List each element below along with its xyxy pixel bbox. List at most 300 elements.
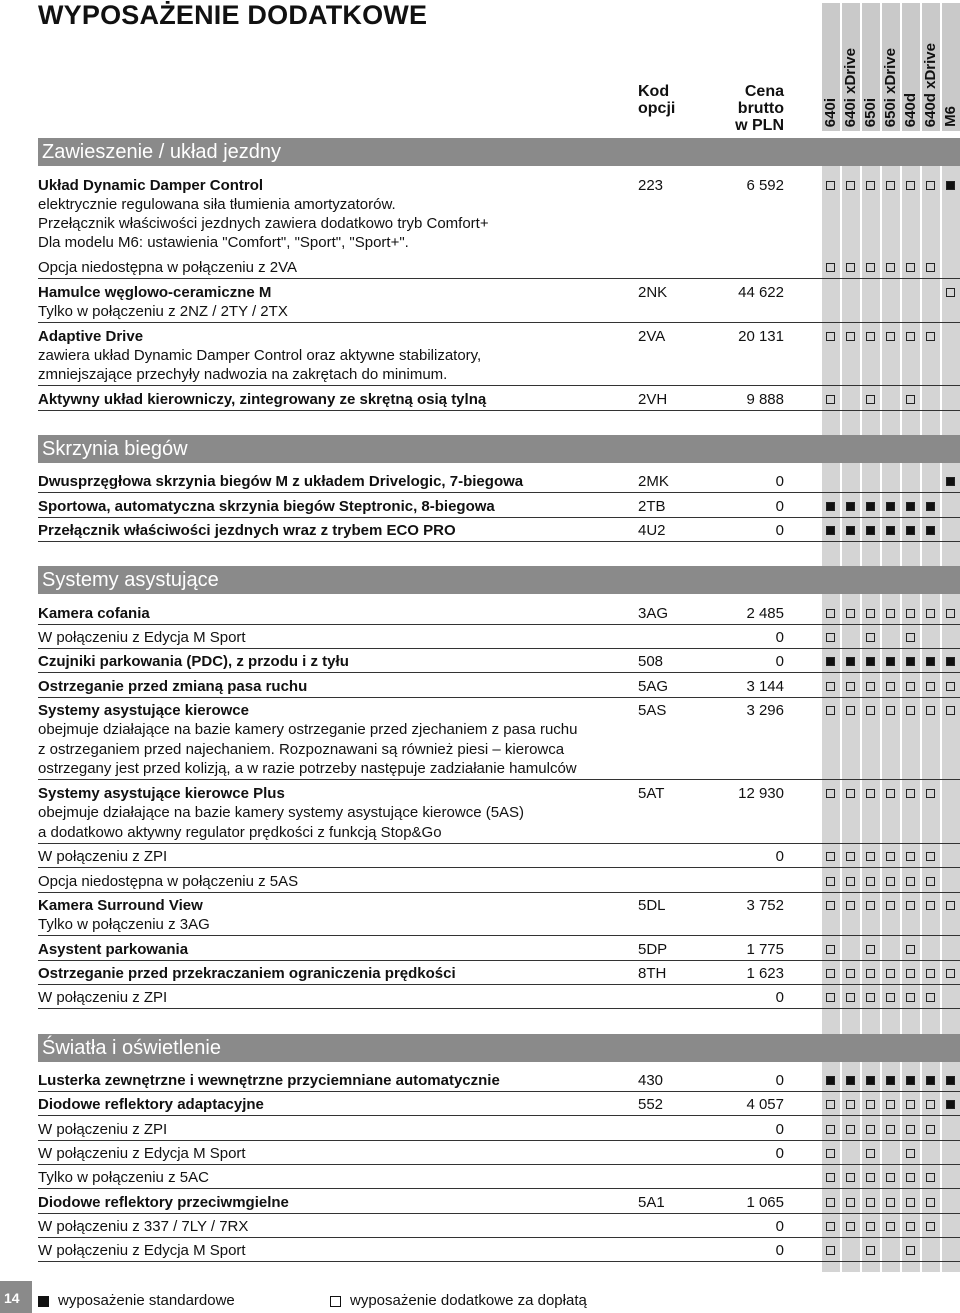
optional-equipment-icon [886, 682, 895, 691]
optional-equipment-icon [866, 945, 875, 954]
option-name: Tylko w połączeniu z 2NZ / 2TY / 2TX [38, 303, 288, 320]
optional-equipment-icon [906, 945, 915, 954]
optional-equipment-icon [866, 609, 875, 618]
model-header-label: 640i [822, 97, 839, 127]
option-code: 5DP [638, 941, 668, 958]
section-suspension: Zawieszenie / układ jezdny [38, 138, 960, 166]
standard-equipment-icon [926, 502, 935, 511]
option-name: Przełącznik właściwości jezdnych wraz z trybem ECO PRO [38, 522, 456, 539]
optional-equipment-icon [886, 1173, 895, 1182]
optional-equipment-icon [926, 877, 935, 886]
optional-equipment-icon [886, 1125, 895, 1134]
option-price: 0 [775, 989, 784, 1006]
standard-equipment-icon [886, 502, 895, 511]
option-price: 0 [775, 1218, 784, 1235]
standard-equipment-icon [886, 657, 895, 666]
option-name: Kamera cofania [38, 605, 150, 622]
optional-equipment-icon [866, 969, 875, 978]
optional-equipment-icon [886, 263, 895, 272]
option-name: W połączeniu z ZPI [38, 1121, 168, 1138]
option-name: a dodatkowo aktywny regulator prędkości z funkcją Stop&Go [38, 824, 442, 841]
option-name: W połączeniu z ZPI [38, 848, 168, 865]
optional-equipment-icon [866, 993, 875, 1002]
optional-equipment-icon [926, 682, 935, 691]
optional-equipment-icon [846, 332, 855, 341]
option-name: Asystent parkowania [38, 941, 189, 958]
page-number-box [0, 1281, 32, 1313]
table-row [38, 195, 960, 215]
standard-equipment-icon [946, 181, 955, 190]
option-price: 0 [775, 1072, 784, 1089]
optional-equipment-icon [826, 969, 835, 978]
table-row [38, 872, 960, 893]
optional-equipment-icon [886, 1222, 895, 1231]
standard-equipment-icon [906, 526, 915, 535]
table-row [38, 1241, 960, 1262]
option-name: W połączeniu z Edycja M Sport [38, 1145, 246, 1162]
optional-equipment-icon [946, 901, 955, 910]
table-row [38, 784, 960, 804]
optional-equipment-icon [826, 1100, 835, 1109]
option-price: 0 [775, 1145, 784, 1162]
standard-equipment-icon [926, 657, 935, 666]
optional-equipment-icon [846, 993, 855, 1002]
price-header-line3: w PLN [735, 117, 784, 134]
optional-equipment-icon [926, 1198, 935, 1207]
optional-equipment-icon [906, 1149, 915, 1158]
option-name: Tylko w połączeniu z 3AG [38, 916, 210, 933]
optional-equipment-icon [846, 609, 855, 618]
optional-equipment-icon [946, 969, 955, 978]
option-price: 12 930 [738, 785, 784, 802]
table-row [38, 896, 960, 916]
optional-equipment-icon [846, 1198, 855, 1207]
option-price: 0 [775, 629, 784, 646]
table-row [38, 847, 960, 868]
option-name: Systemy asystujące kierowce Plus [38, 785, 285, 802]
option-price: 20 131 [738, 328, 784, 345]
option-price: 3 296 [746, 702, 784, 719]
optional-equipment-icon [826, 1149, 835, 1158]
optional-equipment-icon [846, 852, 855, 861]
optional-equipment-icon [926, 789, 935, 798]
option-price: 0 [775, 1242, 784, 1259]
model-header-label: 650i [862, 97, 879, 127]
model-header-label: 640i xDrive [842, 47, 859, 127]
option-name: zawiera układ Dynamic Damper Control oraz aktywne stabilizatory, [38, 347, 482, 364]
table-row [38, 740, 960, 760]
standard-equipment-icon [866, 657, 875, 666]
option-name: Systemy asystujące kierowce [38, 702, 249, 719]
optional-equipment-icon [886, 877, 895, 886]
price-header-line1: Cena [744, 83, 784, 100]
optional-equipment-icon [846, 969, 855, 978]
option-name: ostrzegany jest przed kolizją, a w razie potrzeby następuje zadziałanie hamulców [38, 760, 577, 777]
option-code: 3AG [638, 605, 669, 622]
optional-equipment-icon [926, 263, 935, 272]
option-name: Tylko w połączeniu z 5AC [38, 1169, 209, 1186]
model-header-label: 640d [902, 92, 919, 127]
optional-equipment-icon [886, 901, 895, 910]
table-row [38, 176, 960, 196]
optional-equipment-icon [906, 1125, 915, 1134]
option-price: 1 623 [746, 965, 784, 982]
optional-equipment-icon [866, 1149, 875, 1158]
option-price: 1 775 [746, 941, 784, 958]
optional-equipment-icon [906, 969, 915, 978]
standard-equipment-icon [846, 657, 855, 666]
table-row [38, 283, 960, 303]
optional-equipment-icon [946, 706, 955, 715]
optional-equipment-icon [886, 332, 895, 341]
optional-equipment-icon [826, 181, 835, 190]
standard-equipment-icon [946, 1076, 955, 1085]
option-price: 9 888 [746, 391, 784, 408]
optional-equipment-icon [906, 1198, 915, 1207]
option-code: 5A1 [638, 1194, 665, 1211]
optional-equipment-icon [866, 633, 875, 642]
table-row [38, 652, 960, 673]
optional-equipment-icon [906, 332, 915, 341]
option-name: Opcja niedostępna w połączeniu z 2VA [38, 259, 298, 276]
model-header-col [922, 3, 940, 131]
table-row [38, 701, 960, 721]
option-name: Hamulce węglowo-ceramiczne M [38, 284, 272, 301]
optional-equipment-icon [826, 945, 835, 954]
standard-equipment-icon [926, 526, 935, 535]
optional-equipment-icon [866, 706, 875, 715]
optional-equipment-icon [906, 1246, 915, 1255]
table-row [38, 214, 960, 234]
optional-equipment-icon [906, 181, 915, 190]
optional-equipment-icon [926, 706, 935, 715]
table-row [38, 258, 960, 279]
table-row [38, 720, 960, 740]
optional-equipment-icon [946, 609, 955, 618]
option-code: 2MK [638, 473, 669, 490]
table-row [38, 1193, 960, 1214]
option-code: 508 [638, 653, 664, 670]
optional-equipment-icon [906, 395, 915, 404]
optional-equipment-icon [906, 263, 915, 272]
optional-equipment-icon [846, 901, 855, 910]
standard-equipment-icon [846, 526, 855, 535]
optional-equipment-icon [886, 706, 895, 715]
option-name: Przełącznik właściwości jezdnych zawiera dodatkowo tryb Comfort+ [38, 215, 489, 232]
optional-equipment-icon [886, 993, 895, 1002]
optional-equipment-icon [906, 1173, 915, 1182]
table-row [38, 302, 960, 323]
optional-equipment-icon [866, 1173, 875, 1182]
option-code: 8TH [638, 965, 667, 982]
code-header-line1: Kod [638, 83, 670, 100]
price-header [700, 83, 784, 134]
optional-equipment-icon [826, 1246, 835, 1255]
section-gearbox: Skrzynia biegów [38, 435, 960, 463]
optional-equipment-icon [886, 1198, 895, 1207]
option-code: 2VH [638, 391, 668, 408]
option-code: 430 [638, 1072, 664, 1089]
option-code: 5DL [638, 897, 666, 914]
table-row [38, 390, 960, 411]
table-row [38, 604, 960, 625]
page-title: WYPOSAŻENIE DODATKOWE [38, 0, 428, 30]
table-row [38, 1144, 960, 1165]
option-code: 5AG [638, 678, 669, 695]
option-name: Czujniki parkowania (PDC), z przodu i z tyłu [38, 653, 349, 670]
optional-equipment-icon [926, 969, 935, 978]
option-name: Aktywny układ kierowniczy, zintegrowany ze skrętną osią tylną [38, 391, 487, 408]
standard-equipment-icon [826, 526, 835, 535]
optional-equipment-icon [826, 901, 835, 910]
option-price: 44 622 [738, 284, 784, 301]
optional-equipment-icon [886, 609, 895, 618]
optional-equipment-icon [826, 633, 835, 642]
section-lights: Światła i oświetlenie [38, 1034, 960, 1062]
option-name: zmniejszające przechyły nadwozia na zakrętach do minimum. [38, 366, 448, 383]
optional-equipment-icon [926, 993, 935, 1002]
optional-equipment-icon [826, 706, 835, 715]
optional-equipment-icon [906, 609, 915, 618]
table-row [38, 472, 960, 493]
optional-equipment-icon [886, 181, 895, 190]
table-row [38, 940, 960, 961]
table-row [38, 1071, 960, 1092]
standard-equipment-icon [826, 657, 835, 666]
optional-equipment-icon [906, 877, 915, 886]
optional-equipment-icon [906, 682, 915, 691]
optional-equipment-icon [826, 395, 835, 404]
option-code: 223 [638, 177, 664, 194]
option-price: 1 065 [746, 1194, 784, 1211]
optional-equipment-icon [846, 682, 855, 691]
option-name: Dla modelu M6: ustawienia "Comfort", "Sport", "Sport+". [38, 234, 409, 251]
option-code: 5AT [638, 785, 665, 802]
standard-equipment-icon [866, 502, 875, 511]
section-assist-systems: Systemy asystujące [38, 566, 960, 594]
optional-equipment-icon [826, 1198, 835, 1207]
optional-equipment-icon [866, 263, 875, 272]
option-price: 2 485 [746, 605, 784, 622]
option-code: 2TB [638, 498, 666, 515]
option-name: Układ Dynamic Damper Control [38, 177, 264, 194]
model-header-col [882, 3, 900, 131]
option-name: Dwusprzęgłowa skrzynia biegów M z układem Drivelogic, 7-biegowa [38, 473, 524, 490]
optional-equipment-icon [330, 1296, 341, 1307]
optional-equipment-icon [866, 877, 875, 886]
model-header-col [842, 3, 860, 131]
optional-equipment-icon [926, 901, 935, 910]
optional-equipment-icon [866, 1198, 875, 1207]
optional-equipment-icon [826, 877, 835, 886]
option-name: obejmuje działające na bazie kamery ostrzeganie przed zjechaniem z pasa ruchu [38, 721, 578, 738]
option-name: Opcja niedostępna w połączeniu z 5AS [38, 873, 299, 890]
optional-equipment-icon [866, 1246, 875, 1255]
table-row [38, 327, 960, 347]
optional-equipment-icon [906, 633, 915, 642]
table-row [38, 988, 960, 1009]
code-header [638, 83, 675, 117]
standard-equipment-icon [866, 526, 875, 535]
page-number: 14 [4, 1290, 20, 1306]
optional-equipment-icon [846, 789, 855, 798]
model-header-label: M6 [942, 106, 959, 127]
optional-equipment-icon [866, 332, 875, 341]
optional-equipment-icon [926, 332, 935, 341]
optional-equipment-icon [866, 395, 875, 404]
optional-equipment-icon [846, 1100, 855, 1109]
standard-equipment-icon [846, 502, 855, 511]
option-name: Sportowa, automatyczna skrzynia biegów Steptronic, 8-biegowa [38, 498, 495, 515]
option-code: 2NK [638, 284, 668, 301]
optional-equipment-icon [906, 1222, 915, 1231]
optional-equipment-icon [906, 852, 915, 861]
model-header-col [902, 3, 920, 131]
optional-equipment-icon [826, 263, 835, 272]
standard-equipment-icon [38, 1296, 49, 1307]
option-code: 2VA [638, 328, 666, 345]
legend-optional: wyposażenie dodatkowe za dopłatą [350, 1292, 587, 1309]
option-price: 0 [775, 1121, 784, 1138]
optional-equipment-icon [866, 1125, 875, 1134]
standard-equipment-icon [946, 1100, 955, 1109]
table-row [38, 915, 960, 936]
option-code: 5AS [638, 702, 667, 719]
optional-equipment-icon [926, 181, 935, 190]
option-price: 0 [775, 848, 784, 865]
option-name: obejmuje działające na bazie kamery systemy asystujące kierowce (5AS) [38, 804, 525, 821]
optional-equipment-icon [886, 852, 895, 861]
table-row [38, 1168, 960, 1189]
option-name: W połączeniu z 337 / 7LY / 7RX [38, 1218, 249, 1235]
table-row [38, 1217, 960, 1238]
standard-equipment-icon [926, 1076, 935, 1085]
optional-equipment-icon [886, 969, 895, 978]
optional-equipment-icon [886, 1100, 895, 1109]
model-header-label: 640d xDrive [922, 42, 939, 127]
optional-equipment-icon [926, 852, 935, 861]
model-header-col [822, 3, 840, 131]
optional-equipment-icon [846, 1125, 855, 1134]
option-name: Adaptive Drive [38, 328, 144, 345]
standard-equipment-icon [906, 1076, 915, 1085]
table-row [38, 823, 960, 844]
table-row [38, 759, 960, 780]
option-price: 0 [775, 498, 784, 515]
model-header-label: 650i xDrive [882, 47, 899, 127]
model-header-col [942, 3, 960, 131]
optional-equipment-icon [846, 877, 855, 886]
code-header-line2: opcji [638, 100, 676, 117]
option-price: 0 [775, 522, 784, 539]
optional-equipment-icon [946, 288, 955, 297]
option-name: W połączeniu z Edycja M Sport [38, 1242, 246, 1259]
optional-equipment-icon [826, 1222, 835, 1231]
table-row [38, 964, 960, 985]
optional-equipment-icon [886, 789, 895, 798]
standard-equipment-icon [886, 1076, 895, 1085]
optional-equipment-icon [906, 901, 915, 910]
optional-equipment-icon [826, 609, 835, 618]
standard-equipment-icon [866, 1076, 875, 1085]
table-row [38, 1120, 960, 1141]
optional-equipment-icon [826, 993, 835, 1002]
table-row [38, 628, 960, 649]
optional-equipment-icon [826, 852, 835, 861]
optional-equipment-icon [906, 1100, 915, 1109]
table-row [38, 803, 960, 823]
optional-equipment-icon [926, 1125, 935, 1134]
table-row [38, 365, 960, 386]
option-price: 3 752 [746, 897, 784, 914]
table-row [38, 521, 960, 542]
optional-equipment-icon [866, 682, 875, 691]
optional-equipment-icon [846, 181, 855, 190]
price-header-line2: brutto [737, 100, 784, 117]
table-row [38, 677, 960, 698]
optional-equipment-icon [826, 1125, 835, 1134]
option-price: 0 [775, 473, 784, 490]
optional-equipment-icon [926, 1100, 935, 1109]
optional-equipment-icon [906, 789, 915, 798]
optional-equipment-icon [846, 1222, 855, 1231]
optional-equipment-icon [866, 789, 875, 798]
optional-equipment-icon [826, 682, 835, 691]
option-name: Diodowe reflektory adaptacyjne [38, 1096, 264, 1113]
standard-equipment-icon [946, 657, 955, 666]
optional-equipment-icon [866, 1100, 875, 1109]
optional-equipment-icon [866, 181, 875, 190]
table-row [38, 233, 960, 253]
option-name: Ostrzeganie przed zmianą pasa ruchu [38, 678, 308, 695]
optional-equipment-icon [926, 609, 935, 618]
standard-equipment-icon [906, 657, 915, 666]
optional-equipment-icon [826, 789, 835, 798]
optional-equipment-icon [866, 852, 875, 861]
standard-equipment-icon [906, 502, 915, 511]
option-price: 0 [775, 653, 784, 670]
model-header-col [862, 3, 880, 131]
option-name: Lusterka zewnętrzne i wewnętrzne przyciemniane automatycznie [38, 1072, 500, 1089]
optional-equipment-icon [946, 682, 955, 691]
optional-equipment-icon [906, 706, 915, 715]
option-name: Kamera Surround View [38, 897, 203, 914]
option-price: 3 144 [746, 678, 784, 695]
option-code: 552 [638, 1096, 664, 1113]
option-price: 6 592 [746, 177, 784, 194]
standard-equipment-icon [826, 502, 835, 511]
optional-equipment-icon [826, 1173, 835, 1182]
standard-equipment-icon [946, 477, 955, 486]
optional-equipment-icon [906, 993, 915, 1002]
optional-equipment-icon [926, 1173, 935, 1182]
optional-equipment-icon [846, 1173, 855, 1182]
standard-equipment-icon [826, 1076, 835, 1085]
option-name: Diodowe reflektory przeciwmgielne [38, 1194, 289, 1211]
option-name: Ostrzeganie przed przekraczaniem ograniczenia prędkości [38, 965, 456, 982]
legend-standard: wyposażenie standardowe [58, 1292, 235, 1309]
optional-equipment-icon [866, 901, 875, 910]
option-price: 4 057 [746, 1096, 784, 1113]
optional-equipment-icon [846, 263, 855, 272]
option-code: 4U2 [638, 522, 666, 539]
option-name: W połączeniu z Edycja M Sport [38, 629, 246, 646]
option-name: elektrycznie regulowana siła tłumienia amortyzatorów. [38, 196, 396, 213]
option-name: W połączeniu z ZPI [38, 989, 168, 1006]
table-row [38, 497, 960, 518]
optional-equipment-icon [846, 706, 855, 715]
optional-equipment-icon [926, 1222, 935, 1231]
